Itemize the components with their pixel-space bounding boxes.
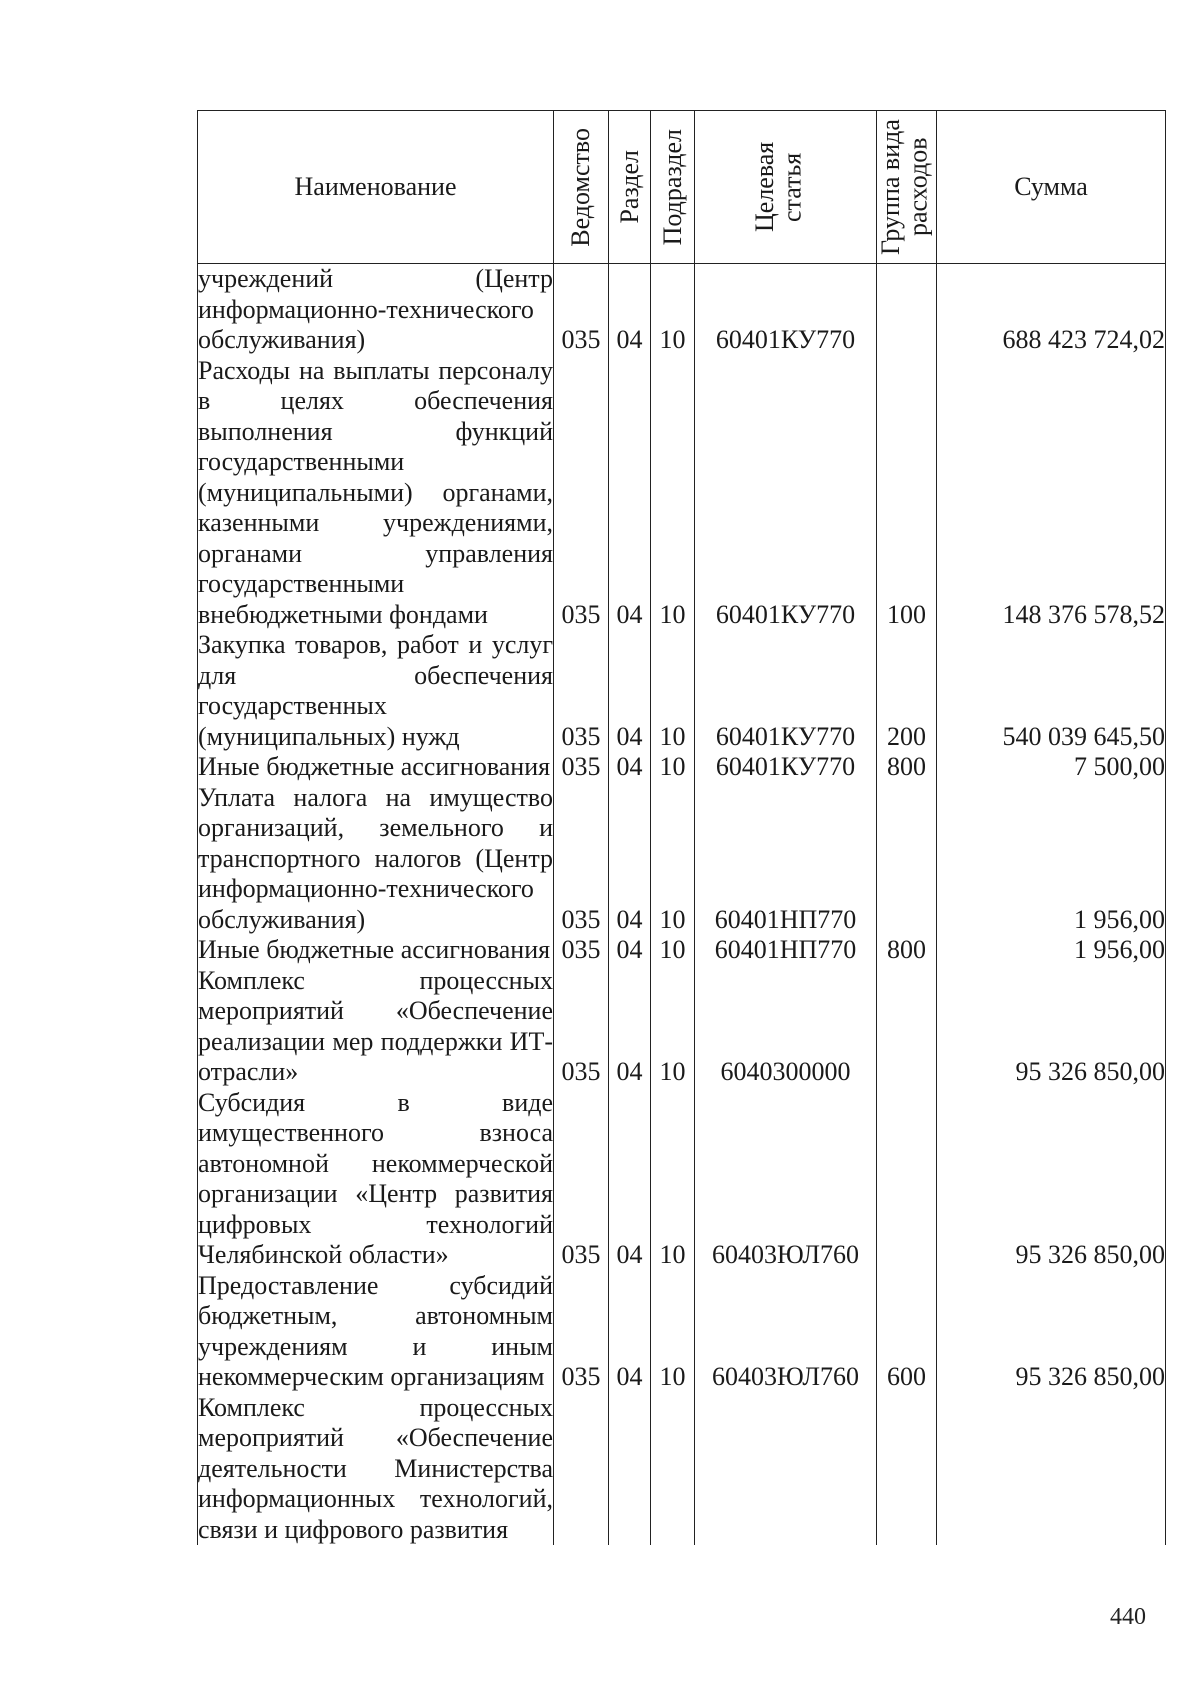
cell-celevaya-statya: 60403ЮЛ760 [695, 1271, 877, 1393]
cell-vedomstvo [554, 1393, 609, 1546]
header-summa: Сумма [937, 111, 1166, 264]
cell-name: учреждений (Центр информационно-технического обслуживания) [198, 264, 553, 354]
cell-celevaya-statya: 60403ЮЛ760 [695, 1088, 877, 1271]
cell-vedomstvo: 035 [554, 935, 609, 966]
header-razdel: Раздел [609, 111, 651, 264]
table-row [198, 264, 1166, 356]
cell-summa: 95 326 850,00 [937, 1088, 1166, 1271]
cell-podrazdel: 10 [651, 966, 695, 1088]
table-row [198, 356, 1166, 631]
cell-name: Комплекс процессных мероприятий «Обеспечение деятельности Министерства информационных технологий, связи и цифрового развития [198, 1392, 553, 1544]
cell-gruppa-vida-rashodov: 100 [877, 356, 937, 631]
cell-vedomstvo: 035 [554, 264, 609, 356]
table-row [198, 935, 1166, 966]
cell-summa: 148 376 578,52 [937, 356, 1166, 631]
cell-razdel: 04 [609, 783, 651, 936]
cell-celevaya-statya: 60401НП770 [695, 935, 877, 966]
cell-podrazdel: 10 [651, 752, 695, 783]
table-body [198, 264, 1166, 1546]
cell-podrazdel: 10 [651, 1088, 695, 1271]
cell-gruppa-vida-rashodov [877, 1393, 937, 1546]
cell-name: Иные бюджетные ассигнования [198, 752, 554, 783]
cell-podrazdel: 10 [651, 783, 695, 936]
cell-celevaya-statya: 6040300000 [695, 966, 877, 1088]
cell-podrazdel: 10 [651, 630, 695, 752]
cell-vedomstvo: 035 [554, 1271, 609, 1393]
header-name: Наименование [198, 111, 554, 264]
cell-podrazdel: 10 [651, 1271, 695, 1393]
table-row [198, 630, 1166, 752]
table-row [198, 783, 1166, 936]
cell-name: Иные бюджетные ассигнования [198, 935, 554, 966]
table-row [198, 1393, 1166, 1546]
cell-podrazdel [651, 1393, 695, 1546]
cell-razdel: 04 [609, 752, 651, 783]
cell-celevaya-statya: 60401КУ770 [695, 264, 877, 356]
cell-vedomstvo: 035 [554, 966, 609, 1088]
cell-summa: 688 423 724,02 [937, 264, 1166, 356]
cell-gruppa-vida-rashodov [877, 783, 937, 936]
header-gruppa-vida-rashodov: Группа вида расходов [877, 111, 937, 264]
header-celevaya-statya: Целевая статья [695, 111, 877, 264]
cell-celevaya-statya: 60401НП770 [695, 783, 877, 936]
cell-podrazdel: 10 [651, 264, 695, 356]
table-row [198, 752, 1166, 783]
cell-podrazdel: 10 [651, 935, 695, 966]
cell-name: Предоставление субсидий бюджетным, автономным учреждениям и иным некоммерческим организациям [198, 1270, 553, 1391]
cell-razdel: 04 [609, 356, 651, 631]
table-row [198, 1271, 1166, 1393]
cell-name: Комплекс процессных мероприятий «Обеспечение реализации мер поддержки ИТ-отрасли» [198, 965, 553, 1086]
cell-summa: 1 956,00 [937, 783, 1166, 936]
cell-gruppa-vida-rashodov [877, 1088, 937, 1271]
cell-celevaya-statya: 60401КУ770 [695, 356, 877, 631]
cell-gruppa-vida-rashodov: 200 [877, 630, 937, 752]
cell-razdel: 04 [609, 1271, 651, 1393]
cell-gruppa-vida-rashodov [877, 966, 937, 1088]
cell-vedomstvo: 035 [554, 630, 609, 752]
cell-summa: 95 326 850,00 [937, 1271, 1166, 1393]
cell-name: Уплата налога на имущество организаций, земельного и транспортного налогов (Центр информационно-технического обслуживания) [198, 782, 553, 934]
cell-razdel: 04 [609, 935, 651, 966]
cell-summa: 7 500,00 [937, 752, 1166, 783]
cell-summa: 95 326 850,00 [937, 966, 1166, 1088]
cell-vedomstvo: 035 [554, 783, 609, 936]
cell-podrazdel: 10 [651, 356, 695, 631]
cell-summa: 1 956,00 [937, 935, 1166, 966]
cell-razdel: 04 [609, 1088, 651, 1271]
cell-razdel: 04 [609, 630, 651, 752]
cell-gruppa-vida-rashodov: 600 [877, 1271, 937, 1393]
cell-vedomstvo: 035 [554, 1088, 609, 1271]
cell-razdel: 04 [609, 966, 651, 1088]
cell-celevaya-statya: 60401КУ770 [695, 752, 877, 783]
header-vedomstvo: Ведомство [554, 111, 609, 264]
cell-gruppa-vida-rashodov [877, 264, 937, 356]
cell-razdel: 04 [609, 264, 651, 356]
cell-name: Субсидия в виде имущественного взноса автономной некоммерческой организации «Центр развития цифровых технологий Челябинской области» [198, 1087, 553, 1269]
header-podrazdel: Подраздел [651, 111, 695, 264]
cell-celevaya-statya: 60401КУ770 [695, 630, 877, 752]
cell-name: Расходы на выплаты персоналу в целях обеспечения выполнения функций государственными (муниципальными) органами, казенными учреждениями, органами управления государственными внебюджетными фондами [198, 355, 553, 629]
cell-name: Закупка товаров, работ и услуг для обеспечения государственных (муниципальных) нужд [198, 630, 553, 751]
table-row [198, 1088, 1166, 1271]
cell-razdel [609, 1393, 651, 1546]
budget-table [197, 110, 1166, 1545]
cell-vedomstvo: 035 [554, 752, 609, 783]
table-header [198, 111, 1166, 264]
table-row [198, 966, 1166, 1088]
cell-summa [937, 1393, 1166, 1546]
cell-summa: 540 039 645,50 [937, 630, 1166, 752]
cell-gruppa-vida-rashodov: 800 [877, 935, 937, 966]
page-number: 440 [1110, 1604, 1146, 1630]
cell-vedomstvo: 035 [554, 356, 609, 631]
cell-celevaya-statya [695, 1393, 877, 1546]
cell-gruppa-vida-rashodov: 800 [877, 752, 937, 783]
